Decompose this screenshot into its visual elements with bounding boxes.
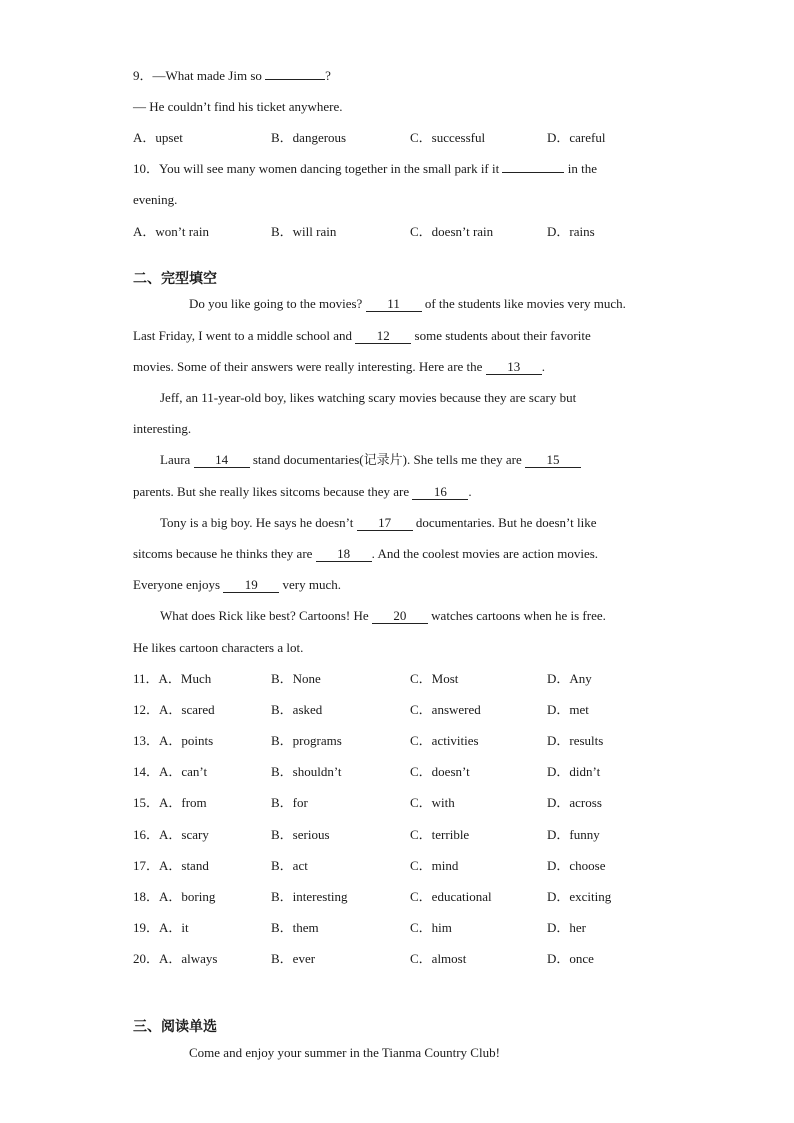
q10-option-d[interactable]: D．rains [547,224,595,239]
q12-option-a[interactable]: 12．A．scared [133,702,215,717]
q11-option-b[interactable]: B．None [271,671,321,686]
q16-option-a[interactable]: 16．A．scary [133,827,209,842]
passage-line: sitcoms because he thinks they are 18 . And the coolest movies are action movies. [133,546,599,561]
q14-option-a[interactable]: 14．A．can’t [133,764,208,779]
q10-blank[interactable] [502,172,564,173]
q18-option-a[interactable]: 18．A．boring [133,889,216,904]
q19-option-c[interactable]: C．him [410,920,452,935]
q16-option-c[interactable]: C．terrible [410,827,470,842]
q13-option-d[interactable]: D．results [547,733,604,748]
q11-option-c[interactable]: C．Most [410,671,459,686]
q13-option-a[interactable]: 13．A．points [133,733,214,748]
q12-option-c[interactable]: C．answered [410,702,481,717]
q10-option-c[interactable]: C．doesn’t rain [410,224,494,239]
passage-line: movies. Some of their answers were really interesting. Here are the 13 . [133,359,545,374]
q18-option-c[interactable]: C．educational [410,889,492,904]
q16-option-d[interactable]: D．funny [547,827,600,842]
q15-option-b[interactable]: B．for [271,795,308,810]
passage-line: Everyone enjoys 19 very much. [133,577,341,592]
q9-option-c[interactable]: C．successful [410,130,486,145]
section3-intro: Come and enjoy your summer in the Tianma Country Club! [189,1045,500,1060]
blank-15[interactable]: 15 [525,453,581,468]
q14-option-c[interactable]: C．doesn’t [410,764,470,779]
q10-prompt-cont: evening. [133,192,178,207]
section3-heading: 三、阅读单选 [133,1019,217,1035]
q20-option-a[interactable]: 20．A．always [133,951,218,966]
blank-16[interactable]: 16 [412,485,468,500]
q9-answer: — He couldn’t find his ticket anywhere. [133,99,343,114]
passage-line: Jeff, an 11-year-old boy, likes watching scary movies because they are scary but [160,390,577,405]
q10-option-a[interactable]: A．won’t rain [133,224,209,239]
passage-line: interesting. [133,421,192,436]
blank-17[interactable]: 17 [357,516,413,531]
blank-11[interactable]: 11 [366,297,422,312]
q19-option-d[interactable]: D．her [547,920,586,935]
blank-12[interactable]: 12 [355,329,411,344]
blank-14[interactable]: 14 [194,453,250,468]
q18-option-d[interactable]: D．exciting [547,889,612,904]
section2-heading: 二、完型填空 [133,271,217,287]
q20-option-c[interactable]: C．almost [410,951,467,966]
q13-option-c[interactable]: C．activities [410,733,479,748]
q19-option-b[interactable]: B．them [271,920,319,935]
passage-line: Do you like going to the movies? 11 of the students like movies very much. [189,296,626,311]
q20-option-b[interactable]: B．ever [271,951,316,966]
q19-option-a[interactable]: 19．A．it [133,920,189,935]
q15-option-d[interactable]: D．across [547,795,602,810]
passage-line: He likes cartoon characters a lot. [133,640,304,655]
q18-option-b[interactable]: B．interesting [271,889,348,904]
q15-option-a[interactable]: 15．A．from [133,795,207,810]
q13-option-b[interactable]: B．programs [271,733,342,748]
blank-19[interactable]: 19 [223,578,279,593]
q16-option-b[interactable]: B．serious [271,827,330,842]
passage-line: Last Friday, I went to a middle school and 12 some students about their favorite [133,328,591,343]
q12-option-d[interactable]: D．met [547,702,589,717]
q15-option-c[interactable]: C．with [410,795,455,810]
q10-option-b[interactable]: B．will rain [271,224,337,239]
passage-line: Tony is a big boy. He says he doesn’t 17 documentaries. But he doesn’t like [160,515,597,530]
q17-option-c[interactable]: C．mind [410,858,459,873]
blank-13[interactable]: 13 [486,360,542,375]
q9-prompt: 9．—What made Jim so ? [133,68,331,83]
q9-option-a[interactable]: A．upset [133,130,183,145]
q12-option-b[interactable]: B．asked [271,702,323,717]
q17-option-a[interactable]: 17．A．stand [133,858,209,873]
q11-option-d[interactable]: D．Any [547,671,592,686]
q11-option-a[interactable]: 11．A．Much [133,671,212,686]
q9-blank[interactable] [265,79,325,80]
q14-option-b[interactable]: B．shouldn’t [271,764,342,779]
q10-prompt: 10．You will see many women dancing together in the small park if it in the [133,161,597,176]
blank-18[interactable]: 18 [316,547,372,562]
q20-option-d[interactable]: D．once [547,951,594,966]
q9-option-b[interactable]: B．dangerous [271,130,347,145]
passage-line: What does Rick like best? Cartoons! He 20 watches cartoons when he is free. [160,608,606,623]
passage-line: Laura 14 stand documentaries(记录片). She tells me they are 15 [160,452,581,468]
q17-option-d[interactable]: D．choose [547,858,606,873]
passage-line: parents. But she really likes sitcoms because they are 16 . [133,484,472,499]
q17-option-b[interactable]: B．act [271,858,308,873]
blank-20[interactable]: 20 [372,609,428,624]
q9-option-d[interactable]: D．careful [547,130,606,145]
q14-option-d[interactable]: D．didn’t [547,764,601,779]
